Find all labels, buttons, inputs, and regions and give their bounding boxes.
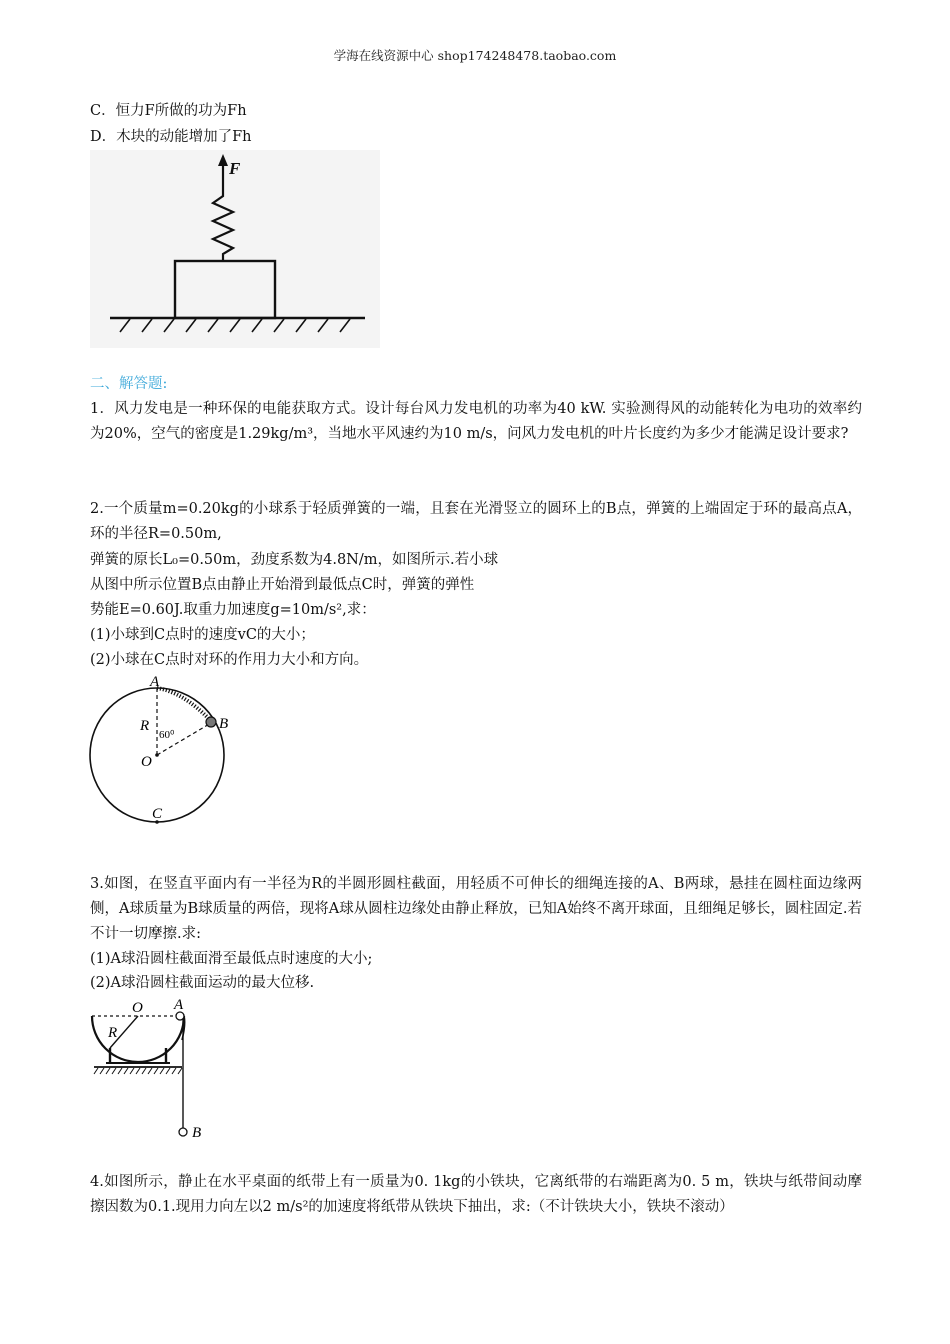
ball-b [179, 1128, 187, 1136]
spring-block-figure [90, 150, 380, 348]
label-b: B [219, 716, 229, 732]
label-a: A [174, 997, 184, 1013]
ball-b [206, 717, 216, 727]
label-b: B [192, 1125, 202, 1141]
label-r: R [108, 1025, 118, 1041]
label-angle: 60⁰ [159, 729, 175, 741]
question-2-line2: 弹簧的原长L₀=0.50m，劲度系数为4.8N/m，如图所示.若小球 [90, 552, 499, 568]
ground-hatching [94, 1068, 182, 1074]
question-2-sub2: (2)小球在C点时对环的作用力大小和方向。 [90, 652, 369, 668]
semicircle-cylinder-figure [88, 996, 228, 1144]
question-3: 3.如图，在竖直平面内有一半径为R的半圆形圆柱截面，用轻质不可伸长的细绳连接的A、B两球，悬挂在圆柱面边缘两侧，A球质量为B球质量的两倍，现将A球从圆柱边缘处由静止释放，已知A始终不离开球面，且细绳足够长，圆柱固定.若不计一切摩擦.求: [90, 876, 862, 942]
question-2-intro: 2.一个质量m=0.20kg的小球系于轻质弹簧的一端，且套在光滑竖立的圆环上的B点，弹簧的上端固定于环的最高点A，环的半径R=0.50m, [90, 501, 862, 542]
question-3-sub2: (2)A球沿圆柱截面运动的最大位移. [90, 975, 315, 991]
label-r: R [140, 718, 150, 734]
question-1: 1．风力发电是一种环保的电能获取方式。设计每台风力发电机的功率为40 kW. 实验测得风的动能转化为电功的效率约为20%，空气的密度是1.29kg/m³，当地水平风速约为10 m/s，问风力发电机的叶片长度约为多少才能满足设计要求? [90, 401, 862, 442]
label-o: O [141, 754, 152, 770]
ball-a [176, 1012, 184, 1020]
question-2-line3: 从图中所示位置B点由静止开始滑到最低点C时，弹簧的弹性 [90, 577, 475, 593]
force-label: F [229, 159, 241, 178]
section-title: 二、解答题: [90, 376, 168, 392]
page-header: 学海在线资源中心 shop174248478.taobao.com [333, 48, 617, 63]
question-3-sub1: (1)A球沿圆柱截面滑至最低点时速度的大小; [90, 951, 373, 967]
question-2-line4: 势能E=0.60J.取重力加速度g=10m/s²,求： [90, 602, 376, 618]
semicircle-arc [92, 1016, 184, 1062]
label-a: A [150, 674, 160, 690]
label-o: O [132, 1000, 143, 1016]
center-dot [155, 753, 159, 757]
option-d: D．木块的动能增加了Fh [90, 129, 252, 145]
ring-spring-figure [85, 672, 245, 832]
question-4: 4.如图所示，静止在水平桌面的纸带上有一质量为0. 1kg的小铁块，它离纸带的右端距离为0. 5 m，铁块与纸带间动摩擦因数为0.1.现用力向左以2 m/s²的加速度将纸带从铁块下抽出，求:（不计铁块大小，铁块不滚动） [90, 1174, 862, 1215]
label-c: C [152, 806, 163, 822]
option-c: C．恒力F所做的功为Fh [90, 103, 247, 119]
question-2-sub1: (1)小球到C点时的速度vC的大小； [90, 627, 315, 643]
